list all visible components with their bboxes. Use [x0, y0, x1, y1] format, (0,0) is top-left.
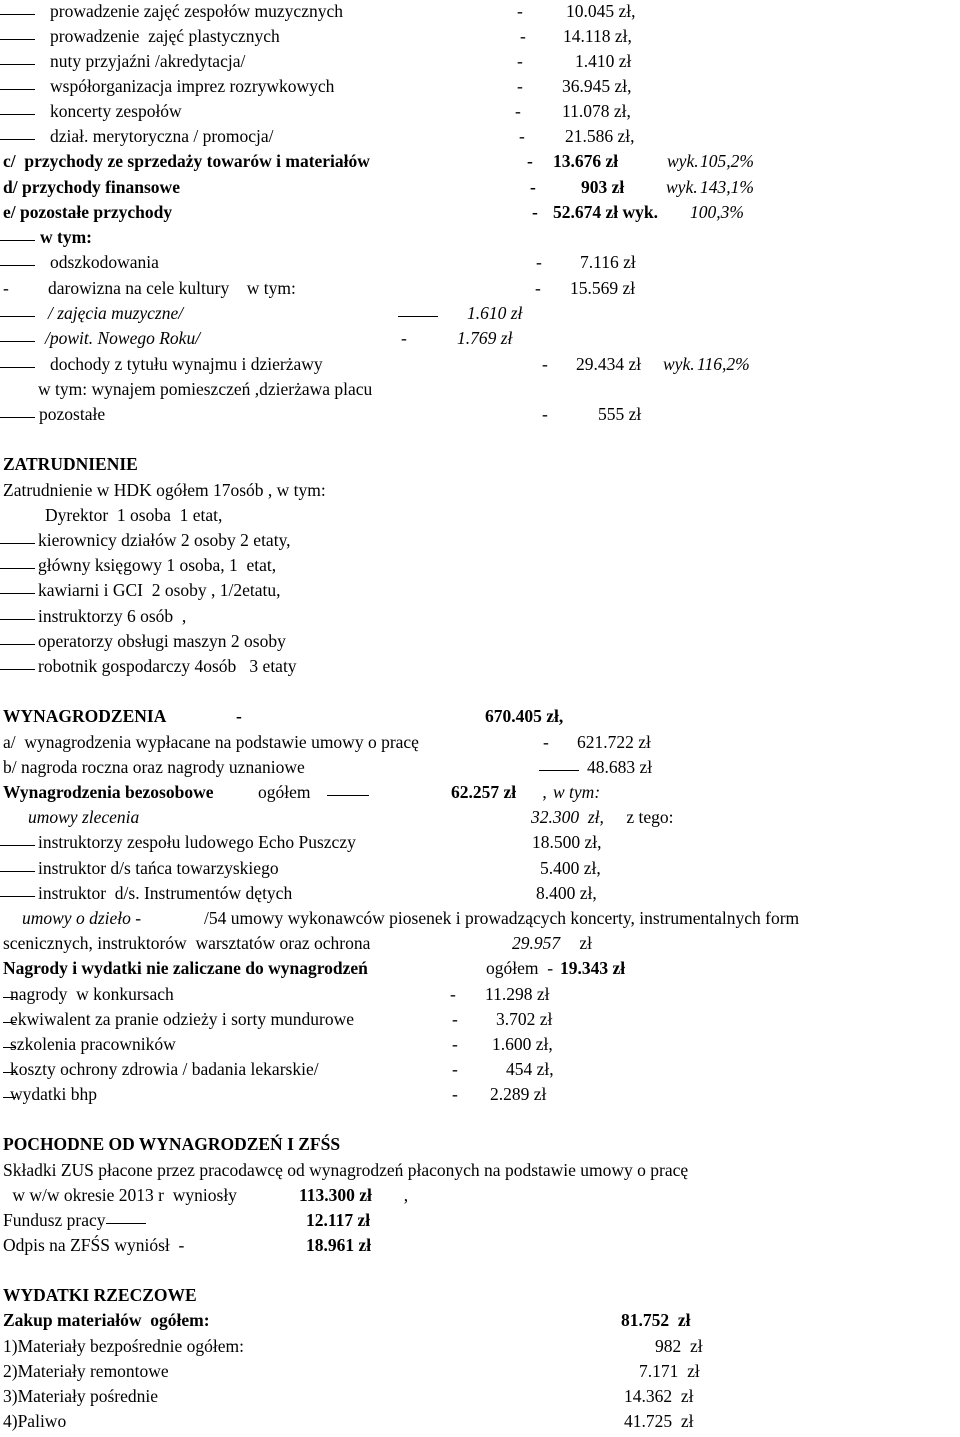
text-segment: dochody z tytułu wynajmu i dzierżawy — [50, 354, 323, 374]
text-segment: kawiarni i GCI 2 osoby , 1/2etatu, — [38, 580, 281, 600]
list-dash — [0, 39, 35, 40]
text-line — [0, 632, 960, 657]
text-segment: - — [452, 1059, 458, 1079]
text-segment: WYDATKI RZECZOWE — [3, 1285, 197, 1305]
text-segment: e/ pozostałe przychody — [3, 202, 173, 222]
text-segment: - — [401, 328, 407, 348]
text-segment: - — [517, 1, 523, 21]
text-line — [0, 884, 960, 909]
text-line — [0, 783, 960, 808]
list-dash — [0, 644, 35, 645]
text-line — [0, 985, 960, 1010]
text-segment: Zakup materiałów ogółem: — [3, 1310, 210, 1330]
text-line — [0, 405, 960, 430]
list-dash — [0, 568, 35, 569]
text-segment: a/ wynagrodzenia wypłacane na podstawie umowy o pracę — [3, 732, 419, 752]
text-segment: - — [543, 732, 549, 752]
text-segment: 62.257 zł — [451, 782, 517, 802]
text-segment: 1.600 zł, — [492, 1034, 553, 1054]
text-segment: 19.343 zł — [560, 958, 626, 978]
text-line — [0, 355, 960, 380]
text-line — [0, 531, 960, 556]
text-segment: koszty ochrony zdrowia / badania lekarskie/ — [10, 1059, 319, 1079]
text-line — [0, 959, 960, 984]
text-line — [0, 27, 960, 52]
text-segment: 41.725 zł — [624, 1411, 694, 1431]
text-line — [0, 1337, 960, 1362]
text-segment: 143,1% — [700, 177, 754, 197]
text-segment: 7.171 zł — [639, 1361, 700, 1381]
text-segment: - — [542, 354, 548, 374]
text-segment: 21.586 zł, — [565, 126, 635, 146]
list-dash — [0, 845, 35, 846]
text-segment: 29.957 — [512, 933, 561, 953]
text-line — [0, 2, 960, 27]
text-segment: 1.610 zł — [467, 303, 523, 323]
text-segment: 4)Paliwo — [3, 1411, 67, 1431]
text-segment: - — [532, 202, 538, 222]
list-dash — [0, 871, 35, 872]
text-segment: umowy zlecenia — [28, 807, 140, 827]
list-dash — [0, 14, 35, 15]
list-dash — [0, 139, 35, 140]
list-dash — [0, 89, 35, 90]
text-segment: 2)Materiały remontowe — [3, 1361, 169, 1381]
text-line — [0, 556, 960, 581]
text-segment: 116,2% — [697, 354, 750, 374]
text-segment: instruktorzy zespołu ludowego Echo Puszczy — [38, 832, 356, 852]
text-segment: koncerty zespołów — [50, 101, 182, 121]
text-segment: 670.405 zł, — [485, 706, 564, 726]
text-line — [0, 581, 960, 606]
text-line — [0, 102, 960, 127]
text-line — [0, 1186, 960, 1211]
text-line — [0, 657, 960, 682]
text-segment: szkolenia pracowników — [10, 1034, 176, 1054]
text-segment: wyk. — [667, 151, 699, 171]
text-line — [0, 481, 960, 506]
text-segment: darowizna na cele kultury w tym: — [48, 278, 296, 298]
text-segment: 11.078 zł, — [562, 101, 631, 121]
text-line — [0, 228, 960, 253]
text-segment: - — [3, 278, 9, 298]
list-dash — [0, 114, 35, 115]
text-segment: umowy o dzieło - — [22, 908, 142, 928]
text-segment: w tym: wynajem pomieszczeń ,dzierżawa placu — [38, 379, 373, 399]
text-segment: 100,3% — [690, 202, 744, 222]
text-segment: współorganizacja imprez rozrywkowych — [50, 76, 335, 96]
text-segment: ZATRUDNIENIE — [3, 454, 138, 474]
text-line — [0, 1161, 960, 1186]
list-dash — [0, 543, 35, 544]
text-segment: - — [452, 1034, 458, 1054]
text-line — [0, 707, 960, 732]
text-segment: instruktorzy 6 osób , — [38, 606, 187, 626]
text-line — [0, 607, 960, 632]
text-segment: - — [452, 1084, 458, 1104]
text-line — [0, 1311, 960, 1336]
text-line — [0, 909, 960, 934]
text-segment: 8.400 zł, — [536, 883, 597, 903]
text-segment: 15.569 zł — [570, 278, 636, 298]
text-segment: 36.945 zł, — [562, 76, 632, 96]
text-segment: - — [450, 984, 456, 1004]
text-segment: - — [515, 101, 521, 121]
text-segment: 10.045 zł, — [566, 1, 636, 21]
text-line — [0, 1412, 960, 1437]
text-segment: - — [542, 404, 548, 424]
text-segment: operatorzy obsługi maszyn 2 osoby — [38, 631, 286, 651]
text-line — [0, 1035, 960, 1060]
text-line — [0, 152, 960, 177]
list-dash — [0, 896, 35, 897]
text-line — [0, 253, 960, 278]
list-dash — [0, 593, 35, 594]
list-dash — [398, 316, 438, 317]
text-line — [0, 304, 960, 329]
text-segment: 81.752 zł — [621, 1310, 691, 1330]
text-segment: 105,2% — [700, 151, 754, 171]
text-segment: - — [236, 706, 242, 726]
text-segment: 454 zł, — [506, 1059, 554, 1079]
list-dash — [0, 367, 35, 368]
text-segment: 1.410 zł — [575, 51, 632, 71]
text-line — [0, 77, 960, 102]
text-line — [0, 178, 960, 203]
text-segment: w tym: — [553, 782, 601, 802]
text-line — [0, 1010, 960, 1035]
list-dash — [0, 669, 35, 670]
text-segment: Odpis na ZFŚS wyniósł - — [3, 1235, 185, 1255]
text-segment: - — [517, 76, 523, 96]
text-segment: 52.674 zł wyk. — [553, 202, 658, 222]
text-segment: - — [452, 1009, 458, 1029]
text-segment: ekwiwalent za pranie odzieży i sorty mundurowe — [10, 1009, 355, 1029]
text-segment: 3)Materiały pośrednie — [3, 1386, 159, 1406]
text-line — [0, 279, 960, 304]
text-segment: 13.676 zł — [553, 151, 619, 171]
list-dash — [0, 316, 35, 317]
text-segment: w tym: — [40, 227, 92, 247]
text-line — [0, 758, 960, 783]
text-line — [0, 934, 960, 959]
text-segment: 621.722 zł — [577, 732, 651, 752]
text-segment: 555 zł — [598, 404, 642, 424]
text-segment: scenicznych, instruktorów warsztatów oraz ochrona — [3, 933, 371, 953]
text-segment: 982 zł — [655, 1336, 703, 1356]
list-dash — [0, 417, 35, 418]
list-dash — [0, 341, 35, 342]
text-line — [0, 833, 960, 858]
text-line — [0, 380, 960, 405]
text-segment: d/ przychody finansowe — [3, 177, 180, 197]
text-segment: - — [535, 278, 541, 298]
text-line — [0, 1060, 960, 1085]
text-line — [0, 1286, 960, 1311]
text-segment: odszkodowania — [50, 252, 159, 272]
list-dash — [0, 64, 35, 65]
text-segment: - — [530, 177, 536, 197]
text-line — [0, 1135, 960, 1160]
text-segment: wyk. — [666, 177, 698, 197]
text-segment: Składki ZUS płacone przez pracodawcę od wynagrodzeń płaconych na podstawie umowy o pracę — [3, 1160, 689, 1180]
list-dash — [539, 770, 579, 771]
text-segment: Zatrudnienie w HDK ogółem 17osób , w tym: — [3, 480, 326, 500]
text-segment: w w/w okresie 2013 r wyniosły — [8, 1185, 237, 1205]
text-segment: 113.300 zł — [299, 1185, 372, 1205]
text-segment: instruktor d/s. Instrumentów dętych — [38, 883, 293, 903]
text-segment: b/ nagroda roczna oraz nagrody uznaniowe — [3, 757, 305, 777]
text-segment: 903 zł — [581, 177, 625, 197]
text-segment: c/ przychody ze sprzedaży towarów i materiałów — [3, 151, 370, 171]
text-segment: 14.118 zł, — [563, 26, 632, 46]
text-line — [0, 1387, 960, 1412]
text-segment: - — [519, 126, 525, 146]
text-segment: wyk. — [663, 354, 695, 374]
text-segment: instruktor d/s tańca towarzyskiego — [38, 858, 279, 878]
text-segment: 3.702 zł — [496, 1009, 553, 1029]
text-line — [0, 1085, 960, 1110]
text-line — [0, 1211, 960, 1236]
text-line — [0, 455, 960, 480]
text-segment: 12.117 zł — [306, 1210, 371, 1230]
text-segment: POCHODNE OD WYNAGRODZEŃ I ZFŚS — [3, 1134, 341, 1154]
text-line — [0, 329, 960, 354]
text-segment: / zajęcia muzyczne/ — [48, 303, 184, 323]
list-dash — [0, 619, 35, 620]
text-segment: 14.362 zł — [624, 1386, 694, 1406]
text-segment: 1.769 zł — [457, 328, 513, 348]
text-segment: dział. merytoryczna / promocja/ — [50, 126, 274, 146]
text-segment: - — [517, 51, 523, 71]
text-line — [0, 1236, 960, 1261]
text-line — [0, 859, 960, 884]
text-segment: 7.116 zł — [580, 252, 636, 272]
text-segment: 2.289 zł — [490, 1084, 547, 1104]
text-segment: Dyrektor 1 osoba 1 etat, — [45, 505, 223, 525]
text-segment: 48.683 zł — [587, 757, 653, 777]
text-segment: 11.298 zł — [485, 984, 550, 1004]
text-segment: główny księgowy 1 osoba, 1 etat, — [38, 555, 277, 575]
text-segment: zł — [575, 933, 593, 953]
text-segment: ogółem — [258, 782, 311, 802]
text-segment: robotnik gospodarczy 4osób 3 etaty — [38, 656, 297, 676]
text-segment: prowadzenie zajęć plastycznych — [50, 26, 280, 46]
text-segment: 18.961 zł — [306, 1235, 372, 1255]
text-segment: Fundusz pracy — [3, 1210, 106, 1230]
text-line — [0, 1362, 960, 1387]
text-segment: 5.400 zł, — [540, 858, 601, 878]
list-dash — [106, 1223, 146, 1224]
text-segment: , — [538, 782, 552, 802]
text-line — [0, 127, 960, 152]
text-segment: 18.500 zł, — [532, 832, 602, 852]
text-segment: 32.300 zł, — [531, 807, 604, 827]
text-segment: nagrody w konkursach — [10, 984, 174, 1004]
text-segment: Nagrody i wydatki nie zaliczane do wynagrodzeń — [3, 958, 368, 978]
text-segment: - — [536, 252, 542, 272]
text-segment: 1)Materiały bezpośrednie ogółem: — [3, 1336, 245, 1356]
text-line — [0, 808, 960, 833]
text-segment: Wynagrodzenia bezosobowe — [3, 782, 214, 802]
text-segment: nuty przyjaźni /akredytacja/ — [50, 51, 246, 71]
text-segment: /powit. Nowego Roku/ — [45, 328, 201, 348]
text-segment: prowadzenie zajęć zespołów muzycznych — [50, 1, 343, 21]
text-segment: kierownicy działów 2 osoby 2 etaty, — [38, 530, 291, 550]
text-segment: ogółem - — [486, 958, 554, 978]
text-segment: z tego: — [622, 807, 674, 827]
text-segment: WYNAGRODZENIA — [3, 706, 167, 726]
text-line — [0, 203, 960, 228]
text-segment: pozostałe — [39, 404, 106, 424]
text-segment: - — [527, 151, 533, 171]
text-line — [0, 733, 960, 758]
text-segment: wydatki bhp — [10, 1084, 98, 1104]
text-segment: , — [395, 1185, 409, 1205]
list-dash — [327, 795, 369, 796]
text-segment: /54 umowy wykonawców piosenek i prowadzących koncerty, instrumentalnych form — [204, 908, 800, 928]
text-line — [0, 506, 960, 531]
text-segment: 29.434 zł — [576, 354, 642, 374]
text-line — [0, 52, 960, 77]
text-segment: - — [520, 26, 526, 46]
list-dash — [0, 240, 35, 241]
list-dash — [0, 265, 35, 266]
